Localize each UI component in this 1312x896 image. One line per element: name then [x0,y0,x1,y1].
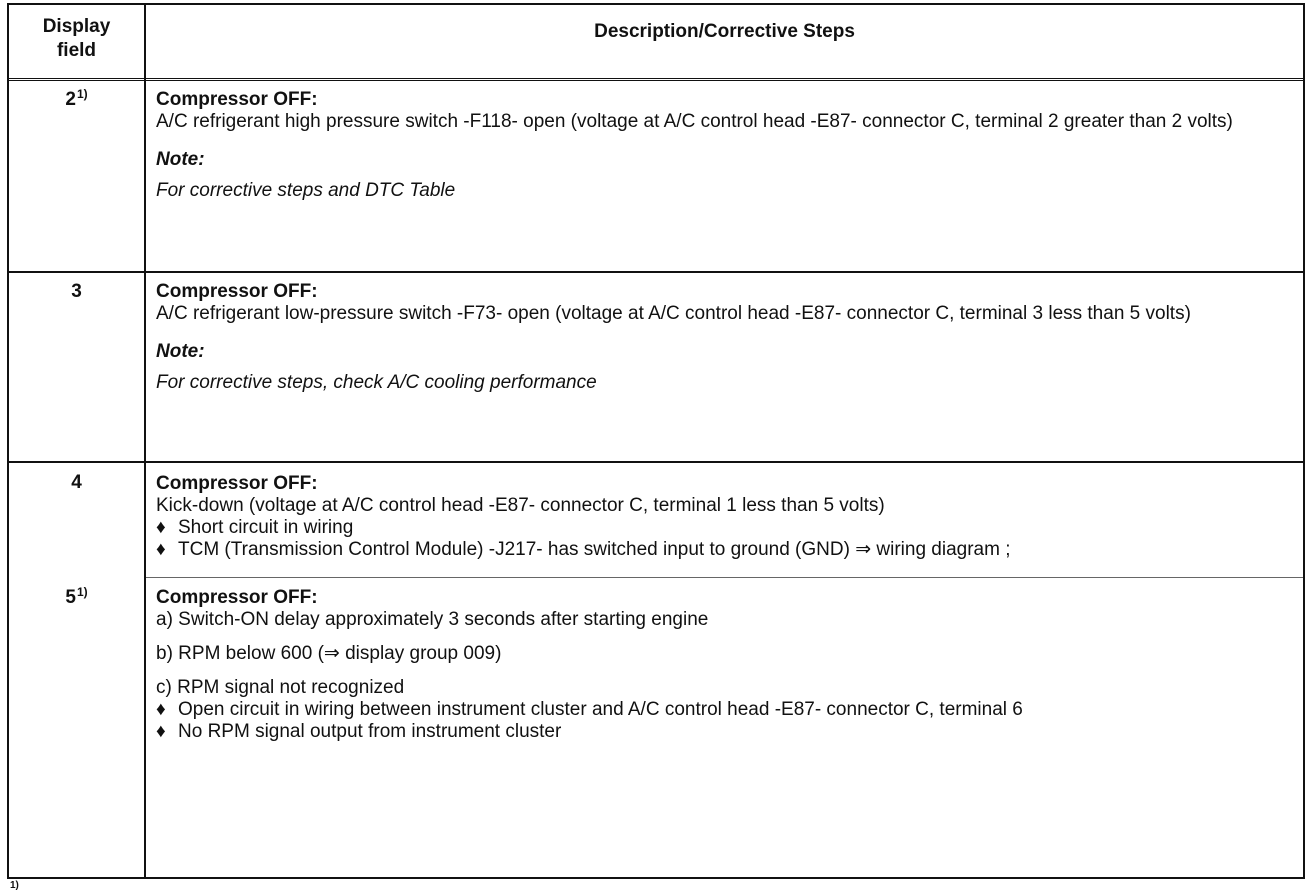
row-item-a: a) Switch-ON delay approximately 3 seconds after starting engine [156,609,709,630]
field-number: 4 [71,472,82,493]
row-field-2-description [156,89,1293,202]
row-field-2-number [9,87,144,111]
row-title: Compressor OFF: [156,473,318,494]
row-field-5-description [156,587,1293,743]
row-title: Compressor OFF: [156,281,318,302]
row-divider [9,271,1303,273]
footnote-marker: 1) [76,585,88,599]
bullet-text: TCM (Transmission Control Module) -J217- has switched input to ground (GND) ⇒ wiring diagram ; [178,539,1011,560]
bullet-text: No RPM signal output from instrument cluster [178,721,562,742]
row-item-c: c) RPM signal not recognized [156,677,405,698]
diagnostic-table [7,3,1305,879]
row-item-b: b) RPM below 600 (⇒ display group 009) [156,643,502,664]
column-divider [144,5,146,877]
row-field-3-description [156,281,1293,394]
row-text: A/C refrigerant low-pressure switch -F73- open (voltage at A/C control head -E87- connector C, terminal 3 less than 5 volts) [156,303,1191,324]
row-separator [146,577,1303,578]
row-divider [9,461,1303,463]
row-field-3-number [9,281,144,303]
row-text: A/C refrigerant high pressure switch -F118- open (voltage at A/C control head -E87- connector C, terminal 2 greater than 2 volts) [156,111,1233,132]
bullet-item [156,539,1293,561]
bullet-text: Open circuit in wiring between instrument cluster and A/C control head -E87- connector C, terminal 6 [178,699,1023,720]
bullet-icon: ♦ [156,517,166,538]
footnote-marker: 1) [76,87,88,101]
header-display-label: Display [42,16,111,37]
field-number: 3 [71,281,82,302]
row-text: Kick-down (voltage at A/C control head -E87- connector C, terminal 1 less than 5 volts) [156,495,885,516]
bullet-item [156,699,1293,721]
header-field-label: field [56,40,97,61]
bullet-icon: ♦ [156,721,166,742]
row-field-4-description [156,473,1293,561]
bullet-icon: ♦ [156,699,166,720]
note-heading: Note: [156,341,205,362]
footnote-marker-bottom: 1) [10,880,19,891]
field-number: 5 [65,587,76,608]
row-field-4-number [9,472,144,494]
field-number: 2 [65,89,76,110]
header-divider [9,78,1303,81]
header-description: Description/Corrective Steps [594,21,855,42]
row-title: Compressor OFF: [156,89,318,110]
bullet-item [156,721,1293,743]
note-heading: Note: [156,149,205,170]
row-field-5-number [9,585,144,609]
bullet-item [156,517,1293,539]
note-text: For corrective steps and DTC Table [156,180,456,201]
header-display-field [9,15,144,63]
note-text: For corrective steps, check A/C cooling performance [156,372,597,393]
bullet-text: Short circuit in wiring [178,517,354,538]
bullet-icon: ♦ [156,539,166,560]
row-title: Compressor OFF: [156,587,318,608]
